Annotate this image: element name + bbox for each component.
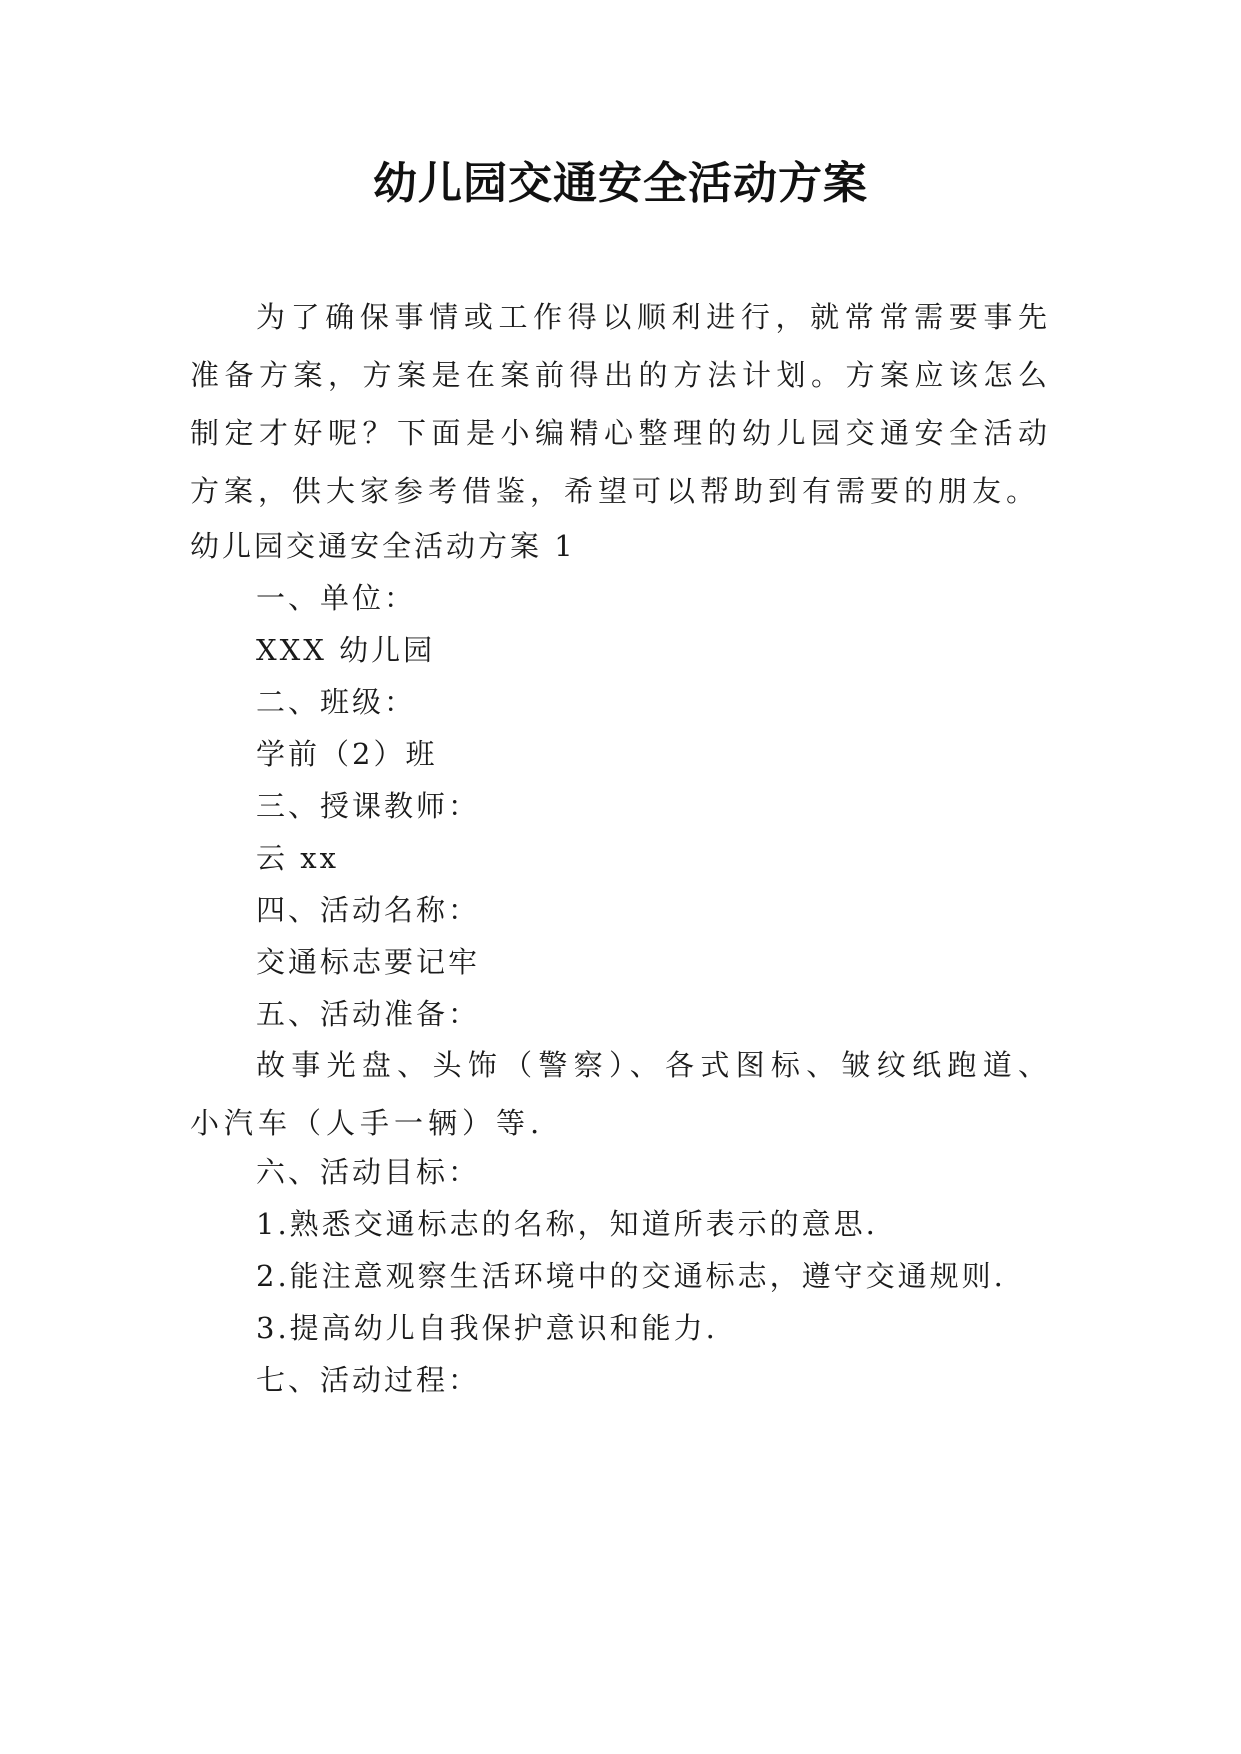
unit-heading: 一、单位： (256, 581, 417, 615)
goal-item-2: 2.能注意观察生活环境中的交通标志，遵守交通规则. (256, 1259, 1006, 1293)
goal-item-1: 1.熟悉交通标志的名称，知道所表示的意思. (256, 1207, 878, 1241)
activity-name-heading: 四、活动名称： (256, 893, 481, 927)
class-value: 学前（2）班 (256, 737, 438, 771)
document-title: 幼儿园交通安全活动方案 (373, 158, 868, 209)
preparation-value: 故事光盘、头饰（警察）、各式图标、皱纹纸跑道、小汽车（人手一辆）等. (190, 1048, 1052, 1140)
unit-value: XXX 幼儿园 (256, 633, 436, 667)
intro-paragraph: 为了确保事情或工作得以顺利进行，就常常需要事先准备方案，方案是在案前得出的方法计划。方案应该怎么制定才好呢？下面是小编精心整理的幼儿园交通安全活动方案，供大家参考借鉴，希望可以帮助到有需要的朋友。 (190, 300, 1052, 508)
teacher-heading: 三、授课教师： (256, 789, 481, 823)
teacher-value: 云 xx (256, 841, 339, 875)
section-title: 幼儿园交通安全活动方案 1 (190, 529, 576, 563)
process-heading: 七、活动过程： (256, 1363, 481, 1397)
class-heading: 二、班级： (256, 685, 417, 719)
activity-name-value: 交通标志要记牢 (256, 945, 481, 979)
preparation-heading: 五、活动准备： (256, 997, 481, 1031)
goal-item-3: 3.提高幼儿自我保护意识和能力. (256, 1311, 718, 1345)
goals-heading: 六、活动目标： (256, 1155, 481, 1189)
